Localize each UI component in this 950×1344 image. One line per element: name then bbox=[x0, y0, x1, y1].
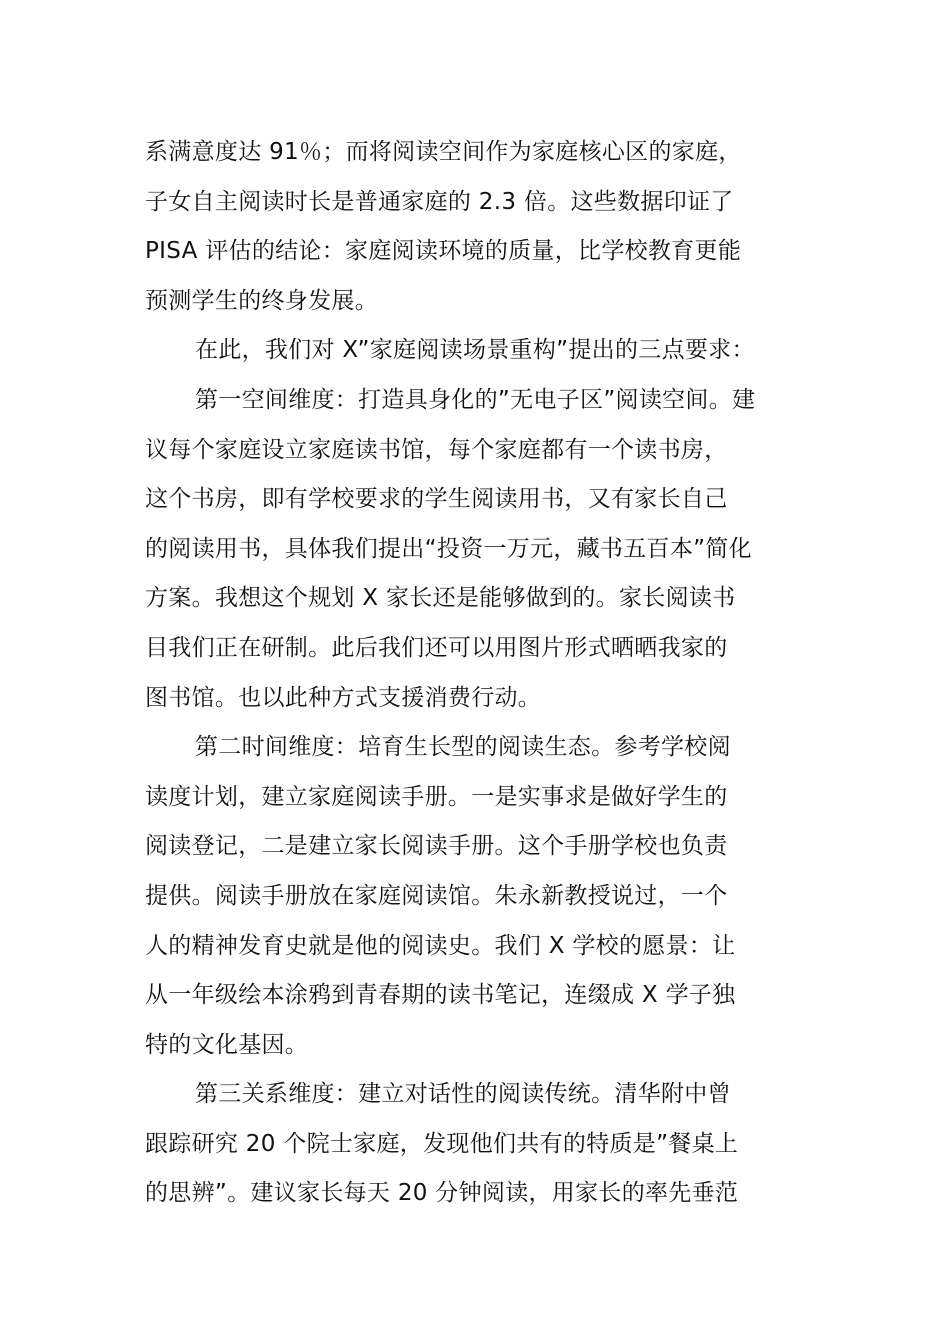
text-line: 跟踪研究 20 个院士家庭，发现他们共有的特质是”餐桌上 bbox=[145, 1130, 739, 1157]
text-line: 第三关系维度：建立对话性的阅读传统。清华附中曾 bbox=[195, 1081, 731, 1108]
paragraph-relation-dimension bbox=[145, 1070, 807, 1219]
text-line: 方案。我想这个规划 X 家长还是能够做到的。家长阅读书 bbox=[145, 585, 736, 612]
paragraph-time-dimension bbox=[145, 723, 807, 1070]
text-line: 特的文化基因。 bbox=[145, 1031, 309, 1058]
text-line: 系满意度达 91％；而将阅读空间作为家庭核心区的家庭， bbox=[145, 139, 742, 165]
text-line: 第一空间维度：打造具身化的”无电子区”阅读空间。建 bbox=[195, 386, 756, 413]
text-line: 子女自主阅读时长是普通家庭的 2.3 倍。这些数据印证了 bbox=[145, 188, 734, 215]
text-line: 的阅读用书，具体我们提出“投资一万元，藏书五百本”简化 bbox=[145, 535, 752, 562]
text-line: PISA 评估的结论：家庭阅读环境的质量，比学校教育更能 bbox=[145, 238, 742, 265]
text-line: 议每个家庭设立家庭读书馆，每个家庭都有一个读书房， bbox=[145, 436, 728, 463]
paragraph-intro bbox=[145, 326, 807, 376]
document-body bbox=[145, 128, 807, 1219]
text-line: 从一年级绘本涂鸦到青春期的读书笔记，连缀成 X 学子独 bbox=[145, 982, 736, 1009]
text-line: 第二时间维度：培育生长型的阅读生态。参考学校阅 bbox=[195, 734, 731, 761]
text-line: 的思辨”。建议家长每天 20 分钟阅读，用家长的率先垂范 bbox=[145, 1180, 739, 1207]
text-line: 阅读登记，二是建立家长阅读手册。这个手册学校也负责 bbox=[145, 833, 728, 860]
text-line: 预测学生的终身发展。 bbox=[145, 287, 378, 314]
paragraph-continuation bbox=[145, 128, 807, 326]
text-line: 这个书房，即有学校要求的学生阅读用书，又有家长自己 bbox=[145, 486, 728, 513]
text-line: 目我们正在研制。此后我们还可以用图片形式晒晒我家的 bbox=[145, 634, 728, 661]
text-line: 提供。阅读手册放在家庭阅读馆。朱永新教授说过，一个 bbox=[145, 882, 728, 909]
text-line: 人的精神发育史就是他的阅读史。我们 X 学校的愿景：让 bbox=[145, 932, 736, 959]
text-line: 图书馆。也以此种方式支援消费行动。 bbox=[145, 684, 542, 711]
text-line: 读度计划，建立家庭阅读手册。一是实事求是做好学生的 bbox=[145, 783, 728, 810]
text-line: 在此，我们对 X”家庭阅读场景重构”提出的三点要求： bbox=[195, 337, 755, 364]
paragraph-space-dimension bbox=[145, 376, 807, 723]
